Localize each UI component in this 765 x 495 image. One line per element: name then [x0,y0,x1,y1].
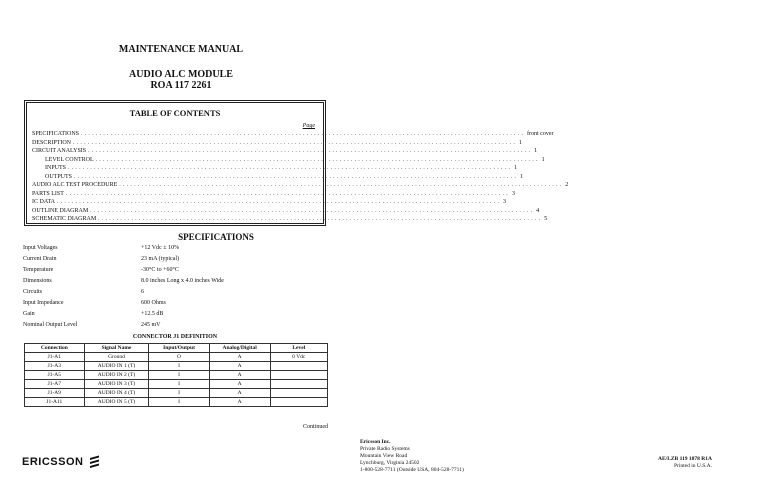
table-cell: AUDIO IN 4 (T) [84,389,149,398]
table-cell [270,362,327,371]
toc-leader-dots: ........................................................................................................................ [95,156,540,163]
table-cell: A [209,353,270,362]
printed-in: Printed in U.S.A. [673,463,712,469]
toc-entry-label: LEVEL CONTROL [45,156,94,163]
table-cell: J1-A1 [25,353,85,362]
toc-title: TABLE OF CONTENTS [129,108,221,118]
connector-definition-table [24,343,328,407]
toc-list [32,130,569,224]
spec-value: 8.0 inches Long x 4.0 inches Wide [141,278,224,284]
toc-entry-page: 2 [565,182,569,188]
logo-text: ERICSSON [22,455,84,468]
toc-entry-label: INPUTS [45,165,67,171]
toc-entry [32,181,569,190]
module-title: AUDIO ALC MODULE [129,69,233,80]
toc-entry [32,130,554,139]
toc-entry-page: front cover [527,131,554,137]
spec-value: 23 mA (typical) [141,256,179,262]
spec-label: Input Voltages [23,245,58,251]
spec-label: Current Drain [23,256,57,262]
table-cell: I [149,362,209,371]
spec-label: Dimensions [23,278,52,284]
column-header: Analog/Digital [209,344,270,353]
table-row [25,389,328,398]
table-cell: J1-A3 [25,362,85,371]
spec-value: 600 Ohms [141,300,166,306]
table-row [25,371,328,380]
toc-entry [32,156,545,165]
table-cell: J1-A9 [25,389,85,398]
toc-entry [32,198,507,207]
table-cell [270,389,327,398]
spec-value: +12 Vdc ± 10% [141,245,180,251]
table-cell: J1-A7 [25,380,85,389]
specifications-heading: SPECIFICATIONS [178,232,254,242]
spec-value: -30°C to +60°C [141,267,179,273]
table-of-contents [24,100,569,226]
ericsson-logo [22,455,100,468]
table-cell: I [149,389,209,398]
column-header: Connection [25,344,85,353]
toc-leader-dots: ........................................................................................................................ [57,199,502,205]
spec-value: +12.5 dB [141,311,164,317]
table-header-row [25,344,328,353]
toc-leader-dots: ........................................................................................................................ [74,173,519,180]
table-cell: AUDIO IN 2 (T) [84,371,149,380]
toc-entry-label: PARTS LIST [32,190,64,197]
address-line: Lynchburg, Virginia 24502 [360,460,420,466]
table-cell: AUDIO IN 3 (T) [84,380,149,389]
toc-entry-label: CIRCUIT ANALYSIS [32,148,87,154]
connector-table-title: CONNECTOR J1 DEFINITION [132,334,218,340]
address-line: Mountain View Road [360,453,408,459]
table-cell: A [209,371,270,380]
table-cell [270,371,327,380]
toc-entry-page: 1 [514,165,518,171]
table-row [25,380,328,389]
toc-entry [32,173,524,182]
toc-leader-dots: ........................................................................................................................ [90,207,535,214]
table-cell: J1-A11 [25,398,85,407]
address-line: 1-800-528-7711 (Outside USA, 804-528-7711) [360,467,464,473]
toc-entry-label: SPECIFICATIONS [32,131,80,137]
table-cell: A [209,380,270,389]
toc-entry-page: 1 [541,156,545,163]
column-header: Signal Name [84,344,149,353]
table-cell: 0 Vdc [270,353,327,362]
table-row [25,362,328,371]
spec-label: Input Impedance [23,300,64,306]
toc-entry-label: IC DATA [32,199,56,205]
toc-entry [32,147,538,156]
document-number: AE/LZB 119 1878 R1A [658,456,712,462]
spec-label: Nominal Output Level [23,322,78,328]
toc-entry [32,215,548,224]
toc-entry-page: 1 [519,139,523,146]
toc-entry [32,190,515,199]
toc-entry-page: 1 [520,173,524,180]
spec-label: Temperature [23,267,54,273]
document-number-block [560,456,712,470]
table-cell: Ground [84,353,149,362]
table-cell: A [209,389,270,398]
toc-entry-page: 3 [503,199,507,205]
column-header: Level [270,344,327,353]
spec-value: 245 mV [141,322,161,328]
toc-entry-label: OUTPUTS [45,173,73,180]
table-cell: A [209,362,270,371]
toc-entry-page: 4 [536,207,540,214]
company-address [360,439,464,474]
toc-entry-label: AUDIO ALC TEST PROCEDURE [32,182,118,188]
module-part-number: ROA 117 2261 [150,80,212,91]
column-header: Input/Output [149,344,209,353]
table-cell: A [209,398,270,407]
ericsson-mark-icon [89,455,100,468]
spec-value: 6 [141,289,144,295]
toc-entry-label: SCHEMATIC DIAGRAM [32,216,97,222]
toc-leader-dots: ........................................................................................................................ [88,148,533,154]
toc-leader-dots: ........................................................................................................................ [68,165,513,171]
table-cell: J1-A5 [25,371,85,380]
table-cell: I [149,380,209,389]
table-row [25,398,328,407]
manual-type-title: MAINTENANCE MANUAL [118,44,244,55]
table-cell [270,380,327,389]
table-cell: O [149,353,209,362]
toc-entry-page: 5 [544,216,548,222]
toc-entry-page: 1 [534,148,538,154]
toc-leader-dots: ........................................................................................................................ [81,131,526,137]
company-name: Ericsson Inc. [360,439,391,445]
table-cell: AUDIO IN 5 (T) [84,398,149,407]
continued-note: Continued [303,424,328,430]
toc-entry [32,139,523,148]
toc-leader-dots: ........................................................................................................................ [98,216,543,222]
toc-leader-dots: ........................................................................................................................ [119,182,564,188]
toc-leader-dots: ........................................................................................................................ [65,190,510,197]
toc-entry [32,164,518,173]
table-row [25,353,328,362]
toc-entry-label: DESCRIPTION [32,139,72,146]
table-cell: AUDIO IN 1 (T) [84,362,149,371]
table-cell [270,398,327,407]
spec-label: Gain [23,311,35,317]
table-cell: I [149,398,209,407]
toc-entry-page: 3 [511,190,515,197]
toc-entry-label: OUTLINE DIAGRAM [32,207,89,214]
spec-label: Circuits [23,289,42,295]
toc-entry [32,207,540,216]
address-line: Private Radio Systems [360,446,410,452]
toc-page-heading: Page [302,123,315,129]
table-cell: I [149,371,209,380]
toc-leader-dots: ........................................................................................................................ [73,139,518,146]
